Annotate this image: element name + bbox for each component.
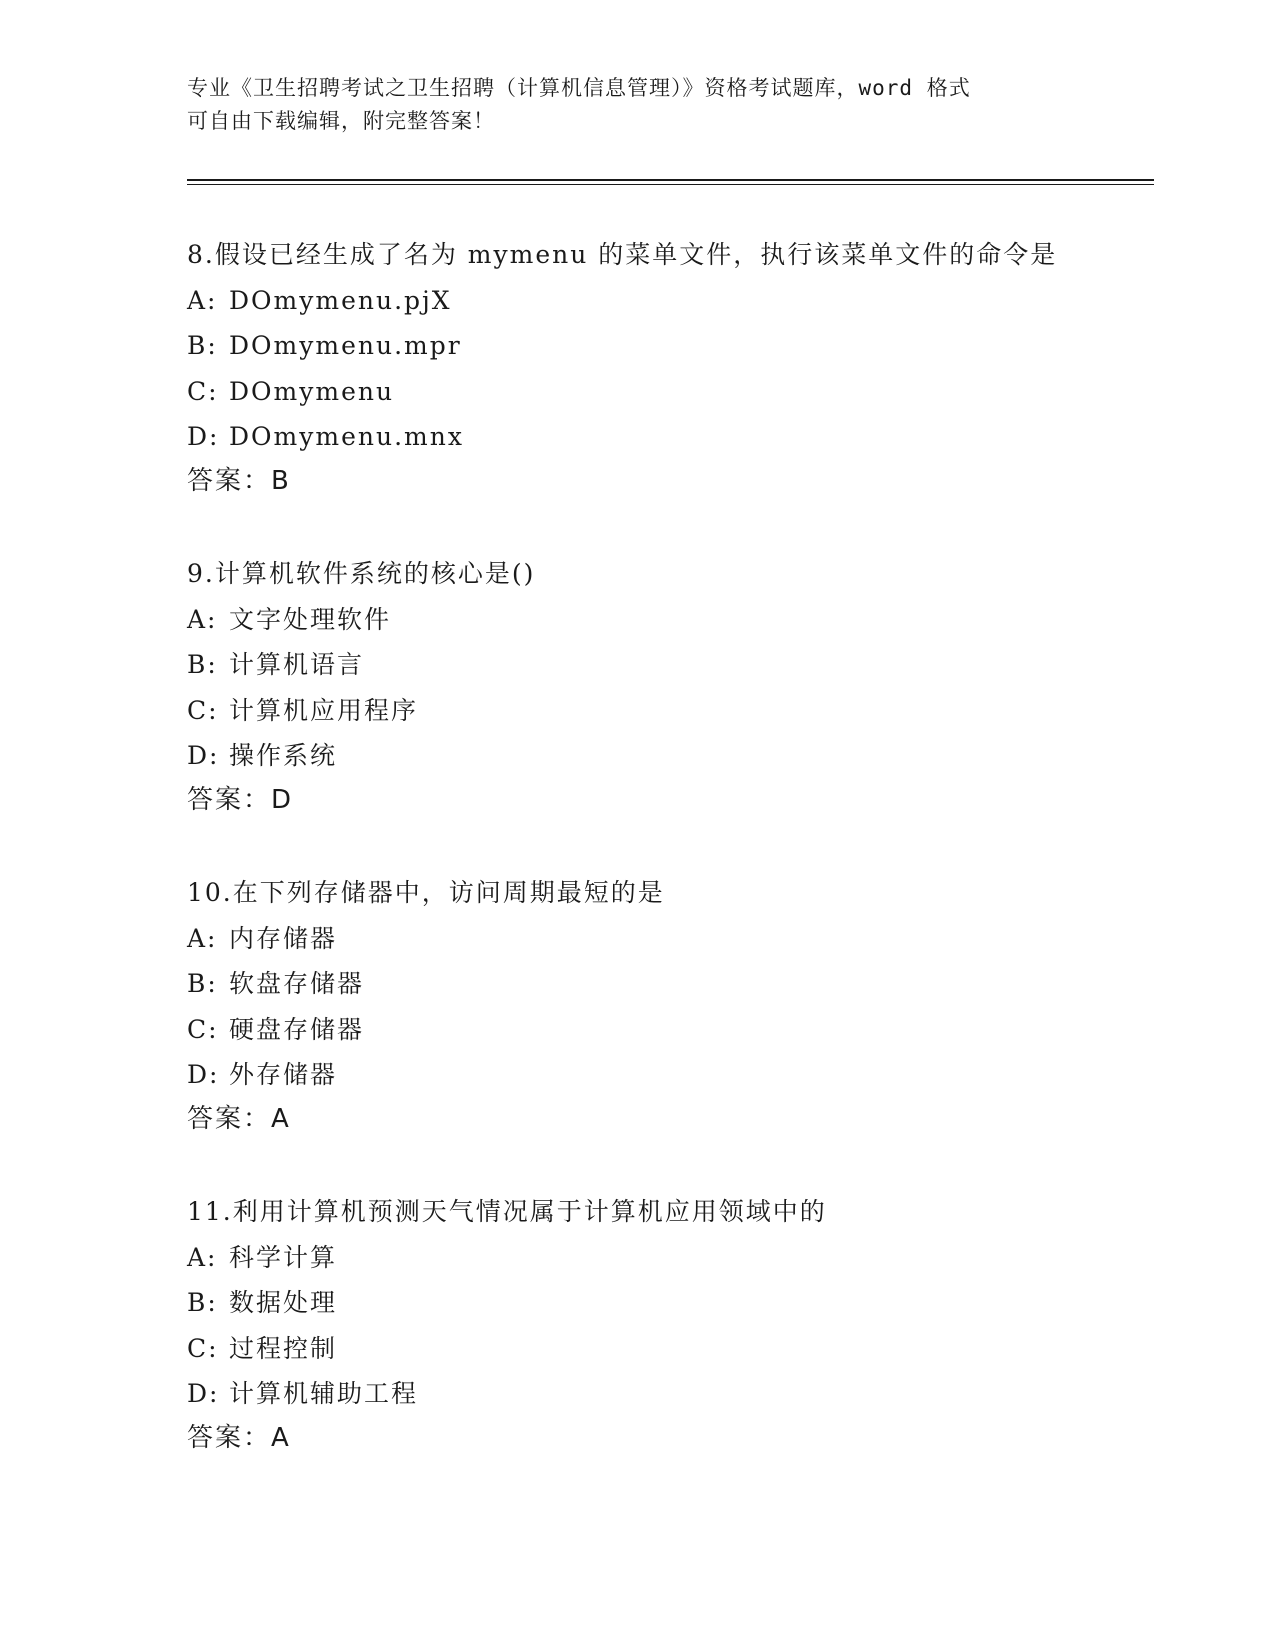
- option-text: DOmymenu.mpr: [229, 331, 462, 360]
- answer-line: 答案：A: [187, 1422, 291, 1453]
- answer-line: 答案：D: [187, 784, 294, 815]
- question-list: [187, 232, 1147, 1508]
- option-c: [187, 369, 1147, 415]
- option-letter: A:: [187, 604, 218, 634]
- option-letter: C:: [187, 1333, 219, 1363]
- header-divider-thin: [187, 184, 1154, 185]
- option-a: [187, 597, 1147, 643]
- option-d: [187, 1052, 1147, 1098]
- option-letter: B:: [187, 650, 218, 679]
- option-text: 文字处理软件: [229, 604, 392, 634]
- answer-line: 答案：B: [187, 465, 291, 496]
- option-text: 过程控制: [229, 1333, 338, 1363]
- question-9: [187, 551, 1147, 870]
- header-line-1: 专业《卫生招聘考试之卫生招聘（计算机信息管理）》资格考试题库，word 格式: [187, 76, 971, 100]
- option-d: [187, 1371, 1147, 1417]
- option-text: DOmymenu.pjX: [229, 285, 452, 315]
- option-text: 数据处理: [229, 1288, 338, 1317]
- option-text: 计算机应用程序: [229, 695, 419, 725]
- option-b: [187, 1280, 1147, 1326]
- option-text: 软盘存储器: [229, 969, 365, 998]
- header-divider-thick: [187, 179, 1154, 181]
- option-text: 操作系统: [229, 741, 338, 770]
- option-letter: A:: [187, 285, 218, 315]
- option-letter: B:: [187, 969, 218, 998]
- option-letter: D:: [187, 422, 220, 451]
- question-10: [187, 870, 1147, 1189]
- option-a: [187, 278, 1147, 324]
- question-11: [187, 1189, 1147, 1508]
- option-b: [187, 961, 1147, 1007]
- option-text: DOmymenu: [229, 376, 395, 406]
- option-a: [187, 916, 1147, 962]
- option-letter: A:: [187, 1242, 218, 1272]
- question-8: [187, 232, 1147, 551]
- option-b: [187, 323, 1147, 369]
- option-letter: C:: [187, 376, 219, 406]
- option-text: DOmymenu.mnx: [229, 422, 464, 451]
- option-letter: C:: [187, 1014, 219, 1044]
- option-b: [187, 642, 1147, 688]
- answer-line: 答案：A: [187, 1103, 291, 1134]
- option-text: 内存储器: [229, 923, 338, 953]
- option-letter: A:: [187, 923, 218, 953]
- option-letter: D:: [187, 741, 220, 770]
- option-letter: D:: [187, 1379, 220, 1408]
- option-text: 科学计算: [229, 1242, 338, 1272]
- option-d: [187, 414, 1147, 460]
- header-line-2: 可自由下载编辑，附完整答案！: [187, 109, 495, 133]
- option-d: [187, 733, 1147, 779]
- document-header: [187, 72, 1067, 138]
- question-title: 10.在下列存储器中，访问周期最短的是: [187, 878, 665, 907]
- option-letter: D:: [187, 1060, 220, 1089]
- question-title: 11.利用计算机预测天气情况属于计算机应用领域中的: [187, 1197, 827, 1226]
- option-a: [187, 1235, 1147, 1281]
- option-letter: B:: [187, 1288, 218, 1317]
- option-text: 计算机语言: [229, 650, 365, 679]
- option-text: 硬盘存储器: [229, 1014, 365, 1044]
- question-title: 9.计算机软件系统的核心是(): [187, 559, 536, 588]
- option-c: [187, 1007, 1147, 1053]
- option-letter: C:: [187, 695, 219, 725]
- option-letter: B:: [187, 331, 218, 360]
- option-c: [187, 1326, 1147, 1372]
- option-text: 外存储器: [229, 1060, 338, 1089]
- option-text: 计算机辅助工程: [229, 1379, 419, 1408]
- question-title: 8.假设已经生成了名为 mymenu 的菜单文件，执行该菜单文件的命令是: [187, 240, 1058, 269]
- option-c: [187, 688, 1147, 734]
